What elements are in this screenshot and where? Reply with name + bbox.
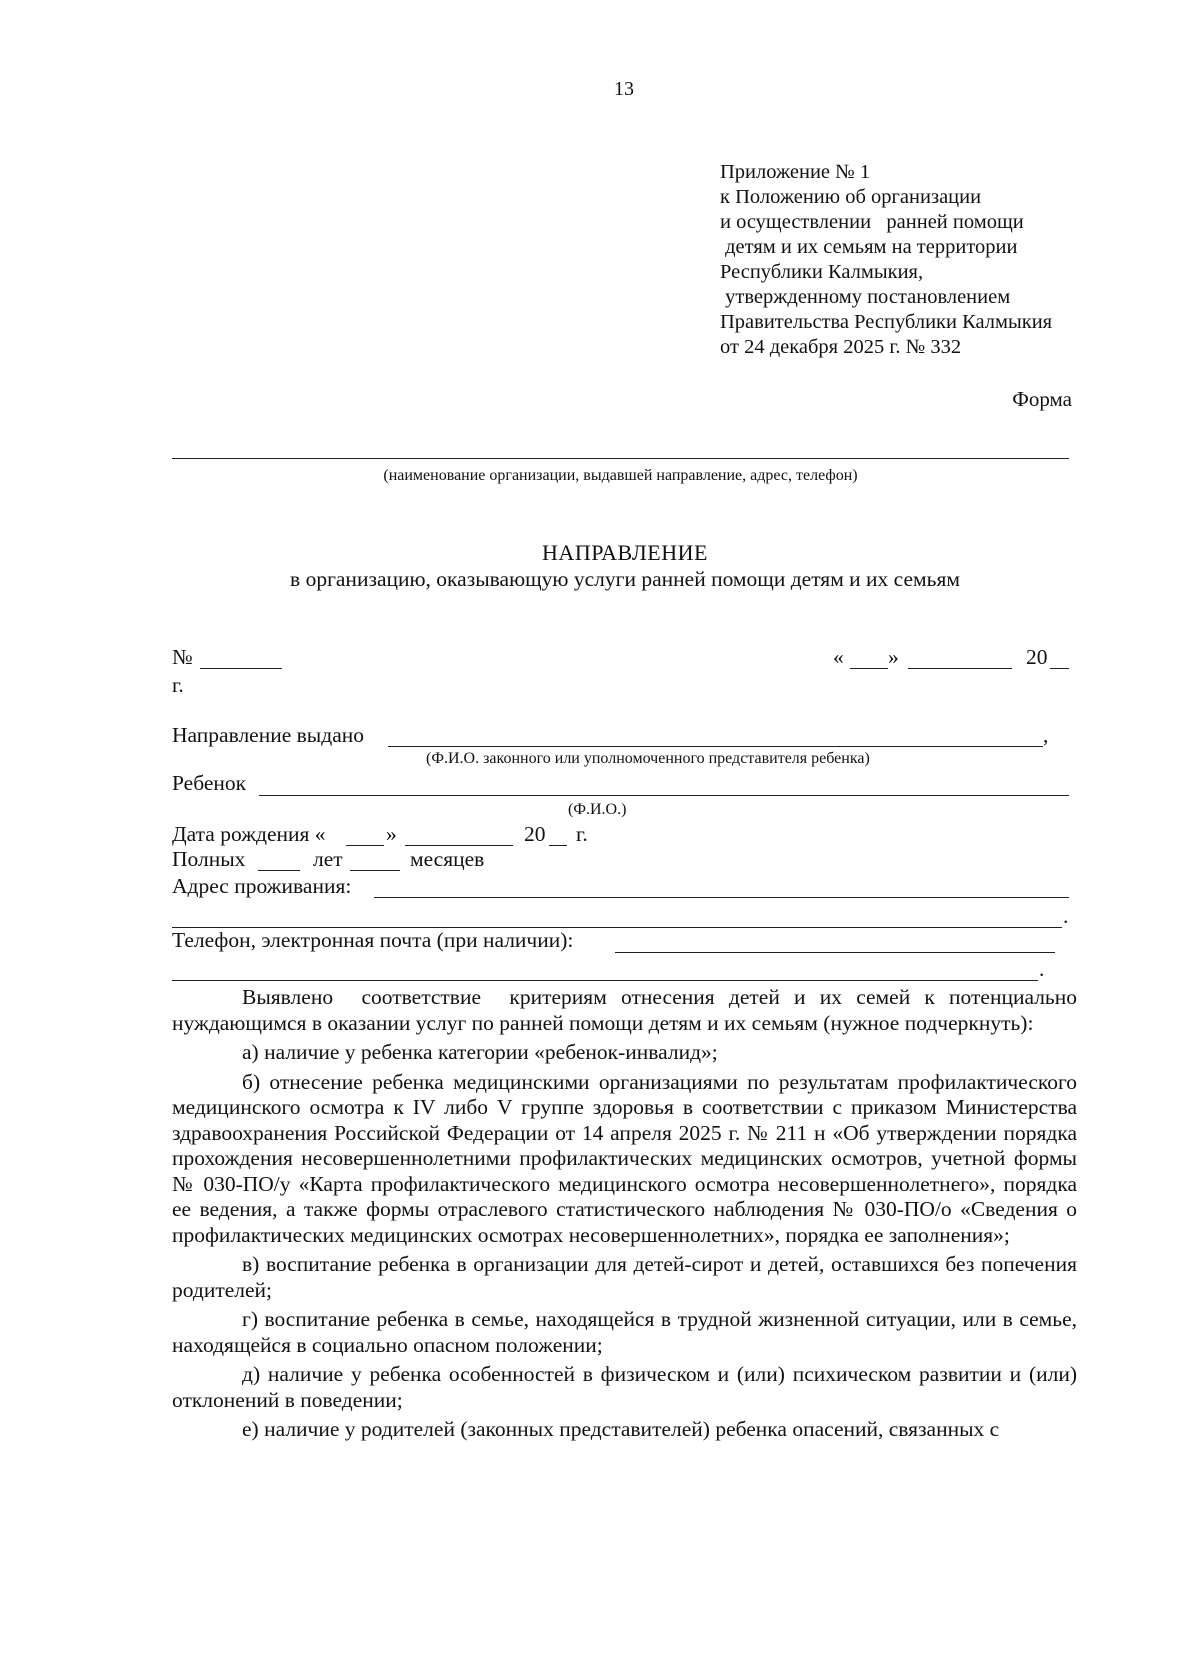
birth-close-quote: »	[386, 822, 397, 846]
age-months-field[interactable]	[350, 870, 400, 871]
criterion-item: а) наличие у ребенка категории «ребенок-инвалид»;	[242, 1040, 718, 1064]
age-years-label: лет	[313, 847, 343, 871]
address-end-dot: .	[1063, 904, 1069, 928]
phone-end-dot: .	[1039, 957, 1045, 981]
birth-month-field[interactable]	[405, 845, 513, 846]
appendix-line: Приложение № 1	[720, 161, 871, 183]
issued-to-caption: (Ф.И.О. законного или уполномоченного представителя ребенка)	[426, 750, 870, 767]
issued-to-comma: ,	[1043, 723, 1049, 747]
child-name-field[interactable]	[259, 795, 1069, 796]
appendix-line: Республики Калмыкия,	[720, 261, 924, 283]
document-title: НАПРАВЛЕНИЕ	[542, 540, 708, 565]
date-month-field[interactable]	[908, 668, 1012, 669]
page-number: 13	[614, 78, 634, 100]
birth-date-label: Дата рождения «	[172, 822, 326, 846]
criterion-item: б) отнесение ребенка медицинскими организациями по результатам профилактического медицинского осмотра к IV либо V группе здоровья в соответствии с приказом Министерства здравоохранения Российской Федерации от 14 апреля 2025 г. № 211 н «Об утверждении порядка прохождения несовершеннолетними профилактических медицинских осмотров, учетной формы № 030-ПО/у «Карта профилактического медицинского осмотра несовершеннолетнего», порядка ее ведения, а также формы отраслевого статистического наблюдения № 030-ПО/о «Сведения о профилактических медицинских осмотрах несовершеннолетних», порядка ее заполнения»;	[172, 1069, 1077, 1247]
birth-year-prefix: 20	[524, 822, 546, 846]
appendix-line: от 24 декабря 2025 г. № 332	[720, 336, 962, 358]
date-open-quote: «	[833, 645, 844, 669]
appendix-line: Правительства Республики Калмыкия	[720, 311, 1053, 333]
birth-day-field[interactable]	[346, 845, 384, 846]
issued-to-field[interactable]	[388, 746, 1043, 747]
document-subtitle: в организацию, оказывающую услуги ранней помощи детям и их семьям	[290, 567, 960, 591]
age-full-label: Полных	[172, 847, 246, 871]
phone-email-field[interactable]	[615, 952, 1055, 953]
date-year-field[interactable]	[1050, 668, 1069, 669]
org-name-caption: (наименование организации, выдавшей направление, адрес, телефон)	[383, 467, 858, 484]
appendix-line: детям и их семьям на территории	[720, 236, 1018, 258]
number-field[interactable]	[200, 668, 282, 669]
appendix-block	[720, 160, 1052, 360]
age-months-label: месяцев	[410, 847, 485, 871]
appendix-line: и осуществлении ранней помощи	[720, 211, 1024, 233]
phone-email-field-line-2[interactable]	[172, 980, 1038, 981]
address-label: Адрес проживания:	[172, 874, 352, 898]
date-day-field[interactable]	[850, 668, 888, 669]
address-field[interactable]	[374, 897, 1069, 898]
number-year-suffix: г.	[172, 673, 184, 697]
age-years-field[interactable]	[258, 870, 300, 871]
intro-paragraph: Выявлено соответствие критериям отнесения детей и их семей к потенциально нуждающимся в оказании услуг по ранней помощи детям и их семьям (нужное подчеркнуть):	[172, 985, 1083, 1035]
child-caption: (Ф.И.О.)	[568, 801, 627, 818]
criterion-item: е) наличие у родителей (законных представителей) ребенка опасений, связанных с	[242, 1417, 1000, 1441]
org-name-field[interactable]	[172, 458, 1069, 459]
date-year-prefix: 20	[1026, 645, 1048, 669]
criterion-item: в) воспитание ребенка в организации для детей-сирот и детей, оставшихся без попечения родителей;	[172, 1252, 1077, 1302]
phone-label: Телефон, электронная почта (при наличии):	[172, 928, 574, 952]
issued-to-label: Направление выдано	[172, 723, 364, 747]
number-label: №	[172, 645, 193, 669]
birth-year-field[interactable]	[549, 845, 567, 846]
appendix-line: утвержденному постановлением	[720, 286, 1011, 308]
birth-year-suffix: г.	[576, 822, 588, 846]
child-label: Ребенок	[172, 771, 247, 795]
form-label: Форма	[1012, 387, 1072, 411]
criterion-item: г) воспитание ребенка в семье, находящейся в трудной жизненной ситуации, или в семье, находящейся в социально опасном положении;	[172, 1307, 1077, 1357]
criteria-section	[172, 985, 1083, 1443]
criterion-item: д) наличие у ребенка особенностей в физическом и (или) психическом развитии и (или) отклонений в поведении;	[172, 1362, 1077, 1412]
date-close-quote: »	[888, 645, 899, 669]
appendix-line: к Положению об организации	[720, 186, 982, 208]
